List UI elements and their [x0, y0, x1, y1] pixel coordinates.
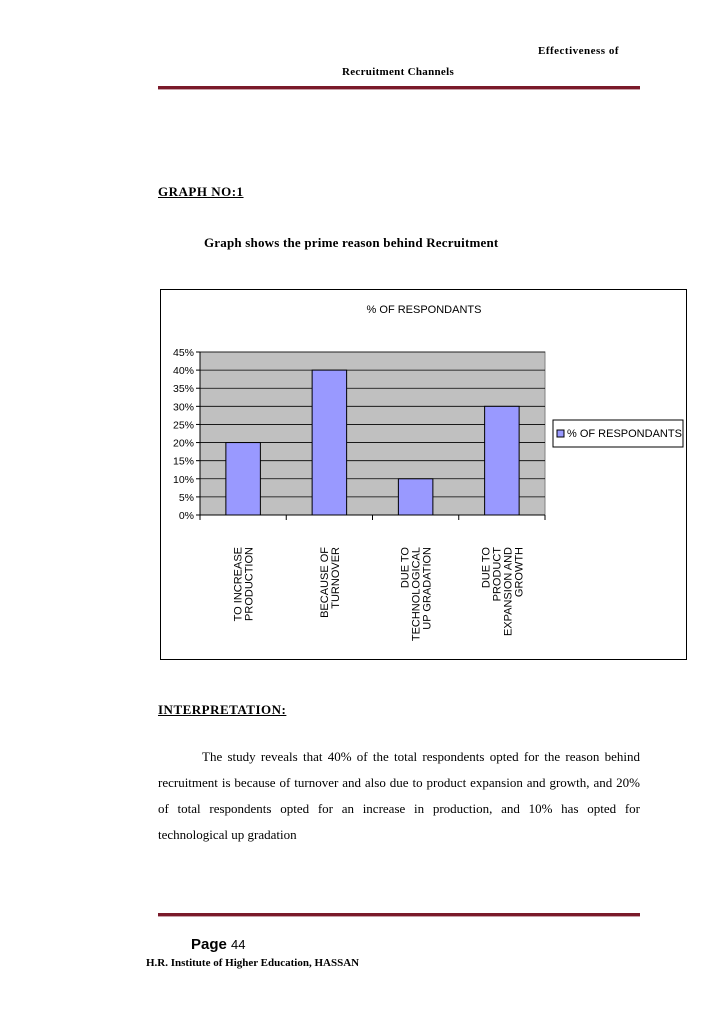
- header-line-2: Recruitment Channels: [342, 66, 455, 78]
- x-category-label-line: TECHNOLOGICAL: [410, 547, 423, 642]
- bar-chart: [160, 289, 687, 660]
- header-rule: [158, 86, 640, 90]
- y-tick-label: 10%: [172, 473, 194, 486]
- interpretation-text: The study reveals that 40% of the total respondents opted for the reason behind recruitment is because of turnover and also due to product expansion and growth, and 20% of total respondents opted for an increase in production, and 10% has opted for technological up gradation: [158, 749, 640, 842]
- x-category-label-line: PRODUCT: [491, 547, 504, 602]
- page-number-value: 44: [231, 937, 246, 952]
- bar: [398, 479, 433, 515]
- x-category-label-line: TO INCREASE: [232, 547, 245, 622]
- y-tick-label: 45%: [172, 347, 194, 359]
- legend: [553, 420, 683, 447]
- y-tick-label: 25%: [172, 419, 194, 432]
- graph-description: Graph shows the prime reason behind Recruitment: [204, 235, 499, 250]
- institute-name: H.R. Institute of Higher Education, HASSAN: [146, 957, 360, 969]
- x-category-label: [233, 547, 256, 621]
- y-tick-label: 35%: [172, 383, 194, 396]
- interpretation-paragraph: [158, 744, 640, 848]
- chart-title: % OF RESPONDANTS: [366, 304, 482, 316]
- x-category-label-line: BECAUSE OF: [318, 547, 331, 618]
- bar: [485, 406, 520, 515]
- y-tick-label: 40%: [172, 365, 194, 378]
- y-tick-label: 15%: [172, 455, 194, 468]
- footer-rule: [158, 913, 640, 917]
- x-category-label-line: GROWTH: [513, 547, 526, 598]
- bar: [312, 370, 347, 515]
- x-category-label-line: TURNOVER: [329, 547, 342, 609]
- x-category-label-line: PRODUCTION: [243, 547, 256, 621]
- x-category-label-line: EXPANSION AND: [502, 547, 515, 637]
- y-tick-label: 30%: [172, 401, 194, 414]
- x-category-label-line: DUE TO: [480, 547, 493, 589]
- legend-label: % OF RESPONDANTS: [567, 428, 682, 440]
- y-tick-label: 20%: [172, 437, 194, 450]
- y-tick-label: 0%: [178, 510, 194, 522]
- header-line-1: Effectiveness of: [538, 45, 620, 57]
- graph-number-heading: GRAPH NO:1: [158, 184, 244, 199]
- interpretation-heading: INTERPRETATION:: [158, 702, 287, 717]
- x-category-label-line: DUE TO: [399, 547, 412, 589]
- y-tick-label: 5%: [178, 491, 194, 504]
- page-label: Page: [191, 936, 227, 953]
- page-number: [191, 936, 246, 953]
- bar: [226, 443, 261, 515]
- x-category-label: [319, 547, 342, 618]
- legend-swatch: [557, 430, 564, 437]
- x-category-label-line: UP GRADATION: [421, 547, 434, 630]
